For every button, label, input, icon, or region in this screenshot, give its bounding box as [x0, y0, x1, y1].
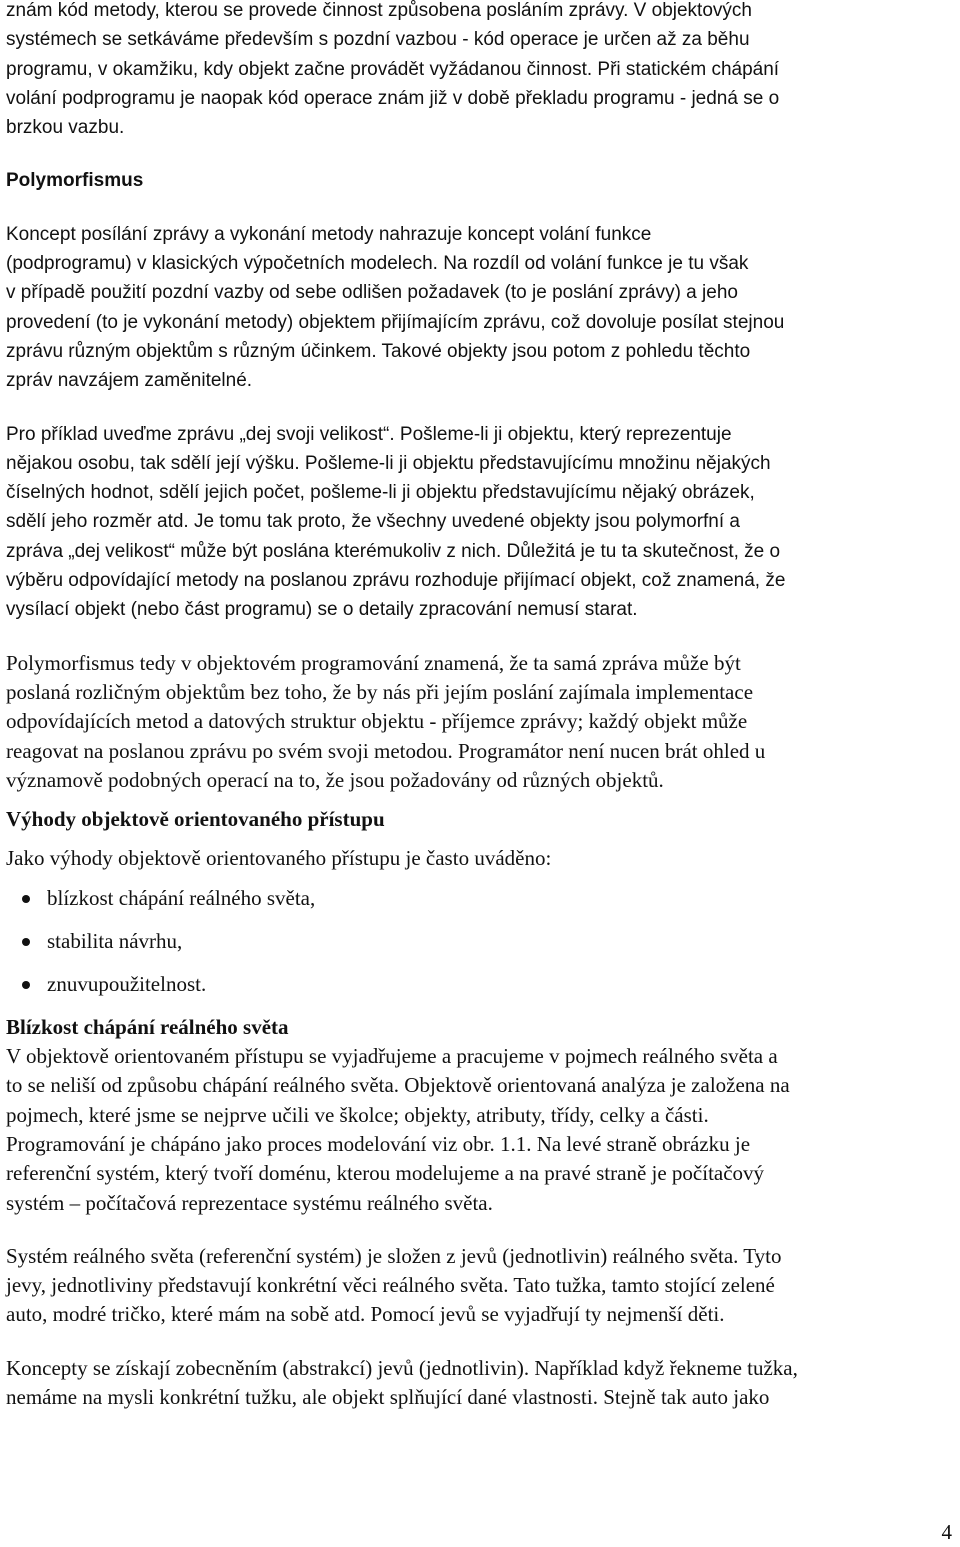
- text-line: Pro příklad uveďme zprávu „dej svoji velikost“. Pošleme-li ji objektu, který reprezentuje: [6, 423, 732, 445]
- text-line: referenční systém, který tvoří doménu, kterou modelujeme a na pravé straně je počítačový: [6, 1161, 765, 1186]
- text-line: (podprogramu) v klasických výpočetních modelech. Na rozdíl od volání funkce je tu však: [6, 253, 749, 275]
- bullet-icon: [22, 938, 30, 946]
- text-line: Polymorfismus tedy v objektovém programování znamená, že ta samá zpráva může být: [6, 650, 741, 675]
- text-line: vysílací objekt (nebo část programu) se o detaily zpracování nemusí starat.: [6, 599, 638, 621]
- text-line: volání podprogramu je naopak kód operace znám již v době překladu programu - jedná se o: [6, 87, 780, 109]
- list-item: stabilita návrhu,: [6, 927, 960, 970]
- blizkost-paragraph-2: [6, 1242, 960, 1330]
- text-line: znám kód metody, kterou se provede činnost způsobena posláním zprávy. V objektových: [6, 0, 752, 21]
- list-item: znuvupoužitelnost.: [6, 970, 960, 1013]
- text-line: Systém reálného světa (referenční systém) je složen z jevů (jednotlivin) reálného světa. Tyto: [6, 1243, 782, 1268]
- list-item: blízkost chápání reálného světa,: [6, 884, 960, 927]
- document-page: [6, 0, 960, 1412]
- advantages-list: [6, 884, 960, 1013]
- text-line: programu, v okamžiku, kdy objekt začne provádět vyžádanou činnost. Při statickém chápání: [6, 58, 780, 80]
- section-heading-blizkost: Blízkost chápání reálného světa: [6, 1014, 289, 1039]
- section-heading-polymorfismus: Polymorfismus: [6, 170, 144, 192]
- text-line: zprávu různým objektům s různým účinkem. Takové objekty jsou potom z pohledu těchto: [6, 340, 751, 362]
- text-line: provedení (to je vykonání metody) objektem přijímajícím zprávu, což dovoluje posílat stejnou: [6, 311, 785, 333]
- text-line: pojmech, které jsme se nejprve učili ve školce; objekty, atributy, třídy, celky a části.: [6, 1102, 709, 1127]
- text-line: auto, modré tričko, které mám na sobě atd. Pomocí jevů se vyjadřují ty nejmenší děti.: [6, 1302, 725, 1327]
- text-line: nějakou osobu, tak sdělí její výšku. Pošleme-li ji objektu představujícímu množinu nějakých: [6, 452, 771, 474]
- blizkost-paragraph-1: [6, 1042, 960, 1218]
- text-line: brzkou vazbu.: [6, 117, 125, 139]
- text-line: odpovídajících metod a datových struktur objektu - příjemce zprávy; každý objekt může: [6, 709, 748, 734]
- intro-paragraph: [6, 0, 960, 142]
- text-line: systém – počítačová reprezentace systému reálného světa.: [6, 1190, 493, 1215]
- text-line: významově podobných operací na to, že jsou požadovány od různých objektů.: [6, 767, 664, 792]
- polymorfismus-paragraph-3: [6, 649, 960, 795]
- polymorfismus-paragraph-2: [6, 420, 960, 625]
- text-line: sdělí jeho rozměr atd. Je tomu tak proto, že všechny uvedené objekty jsou polymorfní a: [6, 511, 740, 533]
- text-line: jevy, jednotliviny představují konkrétní věci reálného světa. Tato tužka, tamto stojící zelené: [6, 1273, 775, 1298]
- blizkost-paragraph-3: [6, 1354, 960, 1413]
- vyhody-intro: Jako výhody objektově orientovaného přístupu je často uváděno:: [6, 846, 552, 871]
- text-line: Koncepty se získají zobecněním (abstrakcí) jevů (jednotlivin). Například když řekneme tužka,: [6, 1355, 798, 1380]
- text-line: V objektově orientovaném přístupu se vyjadřujeme a pracujeme v pojmech reálného světa a: [6, 1044, 778, 1069]
- polymorfismus-paragraph-1: [6, 220, 960, 396]
- text-line: nemáme na mysli konkrétní tužku, ale objekt splňující dané vlastnosti. Stejně tak auto jako: [6, 1384, 770, 1409]
- bullet-icon: [22, 895, 30, 903]
- page-number: 4: [941, 1520, 952, 1544]
- text-line: zpráva „dej velikost“ může být poslána kterémukoliv z nich. Důležitá je tu ta skutečnost, že o: [6, 540, 781, 562]
- text-line: výběru odpovídající metody na poslanou zprávu rozhoduje přijímací objekt, což znamená, že: [6, 570, 786, 592]
- section-heading-vyhody: Výhody objektově orientovaného přístupu: [6, 807, 385, 832]
- text-line: poslaná rozličným objektům bez toho, že by nás při jejím poslání zajímala implementace: [6, 679, 754, 704]
- text-line: v případě použití pozdní vazby od sebe odlišen požadavek (to je poslání zprávy) a jeho: [6, 282, 738, 304]
- text-line: to se neliší od způsobu chápání reálného světa. Objektově orientovaná analýza je založena na: [6, 1073, 790, 1098]
- text-line: systémech se setkáváme především s pozdní vazbou - kód operace je určen až za běhu: [6, 29, 750, 51]
- text-line: zpráv navzájem zaměnitelné.: [6, 370, 253, 392]
- text-line: číselných hodnot, sdělí jejich počet, pošleme-li ji objektu představujícímu nějaký obrázek,: [6, 482, 755, 504]
- bullet-icon: [22, 981, 30, 989]
- text-line: Koncept posílání zprávy a vykonání metody nahrazuje koncept volání funkce: [6, 223, 652, 245]
- text-line: Programování je chápáno jako proces modelování viz obr. 1.1. Na levé straně obrázku je: [6, 1131, 751, 1156]
- text-line: reagovat na poslanou zprávu po svém svoji metodou. Programátor není nucen brát ohled u: [6, 738, 766, 763]
